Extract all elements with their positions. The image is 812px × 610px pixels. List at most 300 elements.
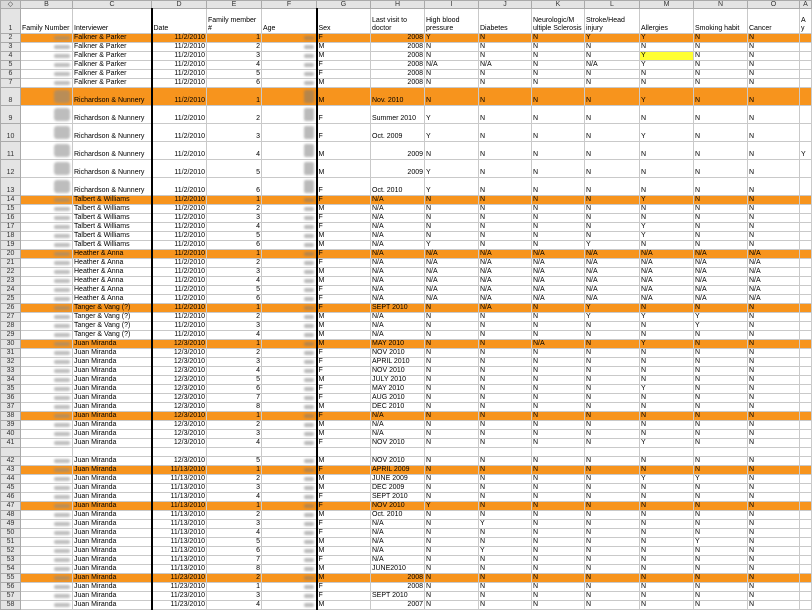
sex-cell[interactable]: F: [317, 295, 371, 304]
stroke-cell[interactable]: N: [585, 178, 640, 196]
stroke-cell[interactable]: N/A: [585, 61, 640, 70]
allergies-cell[interactable]: N: [640, 106, 694, 124]
row-number[interactable]: 42: [1, 457, 21, 466]
sex-cell[interactable]: F: [317, 358, 371, 367]
sex-cell[interactable]: [317, 448, 371, 457]
column-header-C[interactable]: C: [73, 1, 152, 9]
sex-cell[interactable]: F: [317, 466, 371, 475]
family-number-cell[interactable]: [21, 547, 73, 556]
extra-cell[interactable]: [800, 484, 812, 493]
extra-cell[interactable]: [800, 79, 812, 88]
smoking-cell[interactable]: N: [694, 592, 748, 601]
high-bp-cell[interactable]: N: [425, 493, 479, 502]
high-bp-cell[interactable]: Y: [425, 160, 479, 178]
sex-cell[interactable]: M: [317, 241, 371, 250]
date-cell[interactable]: 11/23/2010: [152, 592, 207, 601]
date-cell[interactable]: 11/2/2010: [152, 124, 207, 142]
extra-cell[interactable]: [800, 268, 812, 277]
column-header-G[interactable]: G: [317, 1, 371, 9]
high-bp-cell[interactable]: N: [425, 511, 479, 520]
family-member-cell[interactable]: 2: [207, 259, 262, 268]
neuro-cell[interactable]: N: [532, 592, 585, 601]
age-cell[interactable]: [262, 331, 317, 340]
row-number[interactable]: 13: [1, 178, 21, 196]
age-cell[interactable]: [262, 448, 317, 457]
row-number[interactable]: 41: [1, 439, 21, 448]
stroke-cell[interactable]: N: [585, 502, 640, 511]
interviewer-cell[interactable]: Richardson & Nunnery: [73, 88, 152, 106]
allergies-cell[interactable]: N: [640, 457, 694, 466]
family-member-cell[interactable]: 2: [207, 43, 262, 52]
smoking-cell[interactable]: N/A: [694, 259, 748, 268]
family-member-cell[interactable]: 5: [207, 376, 262, 385]
extra-cell[interactable]: [800, 70, 812, 79]
cancer-cell[interactable]: N: [748, 394, 800, 403]
allergies-cell[interactable]: N: [640, 70, 694, 79]
diabetes-cell[interactable]: N: [479, 484, 532, 493]
last-visit-cell[interactable]: N/A: [371, 223, 425, 232]
allergies-cell[interactable]: N: [640, 367, 694, 376]
stroke-cell[interactable]: N: [585, 511, 640, 520]
stroke-cell[interactable]: N: [585, 52, 640, 61]
neuro-cell[interactable]: N: [532, 484, 585, 493]
neuro-cell[interactable]: N: [532, 439, 585, 448]
smoking-cell[interactable]: N: [694, 304, 748, 313]
cancer-cell[interactable]: N: [748, 574, 800, 583]
date-cell[interactable]: 11/13/2010: [152, 520, 207, 529]
smoking-cell[interactable]: N: [694, 430, 748, 439]
last-visit-cell[interactable]: NOV 2010: [371, 367, 425, 376]
family-number-cell[interactable]: [21, 484, 73, 493]
row-number[interactable]: 43: [1, 466, 21, 475]
smoking-cell[interactable]: N: [694, 403, 748, 412]
family-number-cell[interactable]: [21, 349, 73, 358]
age-cell[interactable]: [262, 259, 317, 268]
row-number[interactable]: 57: [1, 592, 21, 601]
sex-cell[interactable]: F: [317, 250, 371, 259]
family-member-cell[interactable]: 3: [207, 52, 262, 61]
cancer-cell[interactable]: N: [748, 43, 800, 52]
column-header-D[interactable]: D: [152, 1, 207, 9]
allergies-cell[interactable]: N: [640, 592, 694, 601]
extra-cell[interactable]: [800, 448, 812, 457]
family-number-cell[interactable]: [21, 502, 73, 511]
row-number[interactable]: 44: [1, 475, 21, 484]
neuro-cell[interactable]: N: [532, 61, 585, 70]
high-bp-cell[interactable]: N: [425, 313, 479, 322]
family-number-cell[interactable]: [21, 358, 73, 367]
smoking-cell[interactable]: N: [694, 583, 748, 592]
interviewer-cell[interactable]: Richardson & Nunnery: [73, 160, 152, 178]
extra-cell[interactable]: [800, 421, 812, 430]
interviewer-cell[interactable]: Falkner & Parker: [73, 34, 152, 43]
cancer-cell[interactable]: N: [748, 232, 800, 241]
last-visit-cell[interactable]: JUNE 2009: [371, 475, 425, 484]
age-cell[interactable]: [262, 403, 317, 412]
diabetes-cell[interactable]: N: [479, 214, 532, 223]
high-bp-cell[interactable]: N/A: [425, 250, 479, 259]
family-member-cell[interactable]: 8: [207, 565, 262, 574]
age-cell[interactable]: [262, 358, 317, 367]
diabetes-cell[interactable]: N: [479, 430, 532, 439]
high-bp-cell[interactable]: N/A: [425, 259, 479, 268]
last-visit-cell[interactable]: [371, 448, 425, 457]
sex-cell[interactable]: M: [317, 457, 371, 466]
cancer-cell[interactable]: N: [748, 376, 800, 385]
neuro-cell[interactable]: N: [532, 241, 585, 250]
neuro-cell[interactable]: N: [532, 178, 585, 196]
high-bp-cell[interactable]: N: [425, 223, 479, 232]
diabetes-cell[interactable]: N: [479, 340, 532, 349]
row-number[interactable]: 25: [1, 295, 21, 304]
diabetes-cell[interactable]: N: [479, 376, 532, 385]
family-number-cell[interactable]: [21, 250, 73, 259]
stroke-cell[interactable]: N: [585, 205, 640, 214]
extra-cell[interactable]: [800, 304, 812, 313]
family-number-cell[interactable]: [21, 268, 73, 277]
neuro-cell[interactable]: N: [532, 160, 585, 178]
family-number-cell[interactable]: [21, 34, 73, 43]
age-cell[interactable]: [262, 547, 317, 556]
row-number[interactable]: 1: [1, 9, 21, 34]
date-cell[interactable]: 11/2/2010: [152, 331, 207, 340]
high-bp-cell[interactable]: Y: [425, 106, 479, 124]
allergies-cell[interactable]: N/A: [640, 277, 694, 286]
row-number[interactable]: 5: [1, 61, 21, 70]
date-cell[interactable]: 12/3/2010: [152, 385, 207, 394]
smoking-cell[interactable]: N: [694, 493, 748, 502]
row-number[interactable]: 33: [1, 367, 21, 376]
stroke-cell[interactable]: N: [585, 556, 640, 565]
date-cell[interactable]: 12/3/2010: [152, 340, 207, 349]
last-visit-cell[interactable]: 2008: [371, 583, 425, 592]
neuro-cell[interactable]: N: [532, 493, 585, 502]
interviewer-cell[interactable]: Richardson & Nunnery: [73, 142, 152, 160]
last-visit-cell[interactable]: Oct. 2009: [371, 124, 425, 142]
age-cell[interactable]: [262, 268, 317, 277]
smoking-cell[interactable]: N: [694, 232, 748, 241]
family-member-cell[interactable]: 2: [207, 574, 262, 583]
smoking-cell[interactable]: N/A: [694, 277, 748, 286]
date-cell[interactable]: 11/23/2010: [152, 574, 207, 583]
high-bp-cell[interactable]: N/A: [425, 286, 479, 295]
interviewer-cell[interactable]: Juan Miranda: [73, 421, 152, 430]
row-number[interactable]: 55: [1, 574, 21, 583]
date-cell[interactable]: 12/3/2010: [152, 439, 207, 448]
extra-cell[interactable]: [800, 475, 812, 484]
sex-cell[interactable]: F: [317, 214, 371, 223]
smoking-cell[interactable]: N: [694, 331, 748, 340]
high-bp-cell[interactable]: N: [425, 376, 479, 385]
extra-cell[interactable]: [800, 277, 812, 286]
family-number-cell[interactable]: [21, 421, 73, 430]
column-header-B[interactable]: B: [21, 1, 73, 9]
family-member-cell[interactable]: 4: [207, 277, 262, 286]
extra-cell[interactable]: [800, 583, 812, 592]
cancer-cell[interactable]: [748, 448, 800, 457]
cancer-cell[interactable]: N: [748, 601, 800, 610]
diabetes-cell[interactable]: N: [479, 43, 532, 52]
cancer-cell[interactable]: N: [748, 484, 800, 493]
last-visit-cell[interactable]: 2008: [371, 574, 425, 583]
header-date[interactable]: Date: [152, 9, 207, 34]
allergies-cell[interactable]: N: [640, 493, 694, 502]
stroke-cell[interactable]: N: [585, 421, 640, 430]
cancer-cell[interactable]: N: [748, 439, 800, 448]
cancer-cell[interactable]: N: [748, 529, 800, 538]
allergies-cell[interactable]: Y: [640, 196, 694, 205]
allergies-cell[interactable]: N: [640, 520, 694, 529]
diabetes-cell[interactable]: N: [479, 313, 532, 322]
allergies-cell[interactable]: N: [640, 142, 694, 160]
diabetes-cell[interactable]: N/A: [479, 61, 532, 70]
diabetes-cell[interactable]: N: [479, 412, 532, 421]
family-number-cell[interactable]: [21, 385, 73, 394]
family-number-cell[interactable]: [21, 475, 73, 484]
family-member-cell[interactable]: 1: [207, 304, 262, 313]
extra-cell[interactable]: [800, 43, 812, 52]
family-member-cell[interactable]: 6: [207, 241, 262, 250]
allergies-cell[interactable]: N: [640, 484, 694, 493]
family-number-cell[interactable]: [21, 52, 73, 61]
neuro-cell[interactable]: N: [532, 223, 585, 232]
interviewer-cell[interactable]: Talbert & Williams: [73, 223, 152, 232]
family-member-cell[interactable]: 4: [207, 142, 262, 160]
last-visit-cell[interactable]: 2007: [371, 601, 425, 610]
stroke-cell[interactable]: N: [585, 79, 640, 88]
allergies-cell[interactable]: Y: [640, 340, 694, 349]
family-member-cell[interactable]: 8: [207, 403, 262, 412]
stroke-cell[interactable]: N: [585, 376, 640, 385]
stroke-cell[interactable]: N: [585, 430, 640, 439]
age-cell[interactable]: [262, 340, 317, 349]
allergies-cell[interactable]: N: [640, 331, 694, 340]
date-cell[interactable]: 11/13/2010: [152, 565, 207, 574]
family-number-cell[interactable]: [21, 493, 73, 502]
high-bp-cell[interactable]: Y: [425, 178, 479, 196]
neuro-cell[interactable]: N/A: [532, 268, 585, 277]
allergies-cell[interactable]: N: [640, 178, 694, 196]
interviewer-cell[interactable]: Juan Miranda: [73, 349, 152, 358]
stroke-cell[interactable]: N/A: [585, 277, 640, 286]
column-header-A-partial[interactable]: A: [800, 1, 812, 9]
last-visit-cell[interactable]: DEC 2009: [371, 484, 425, 493]
family-number-cell[interactable]: [21, 160, 73, 178]
sex-cell[interactable]: M: [317, 205, 371, 214]
extra-cell[interactable]: [800, 223, 812, 232]
diabetes-cell[interactable]: N: [479, 358, 532, 367]
interviewer-cell[interactable]: Falkner & Parker: [73, 70, 152, 79]
stroke-cell[interactable]: N: [585, 520, 640, 529]
family-member-cell[interactable]: 5: [207, 70, 262, 79]
stroke-cell[interactable]: N: [585, 358, 640, 367]
last-visit-cell[interactable]: 2008: [371, 34, 425, 43]
family-member-cell[interactable]: 5: [207, 232, 262, 241]
interviewer-cell[interactable]: Tanger & Vang (?): [73, 313, 152, 322]
allergies-cell[interactable]: N: [640, 376, 694, 385]
diabetes-cell[interactable]: N: [479, 223, 532, 232]
family-number-cell[interactable]: [21, 394, 73, 403]
interviewer-cell[interactable]: [73, 448, 152, 457]
smoking-cell[interactable]: N: [694, 502, 748, 511]
diabetes-cell[interactable]: N: [479, 556, 532, 565]
cancer-cell[interactable]: N: [748, 520, 800, 529]
allergies-cell[interactable]: N: [640, 466, 694, 475]
header-allergies[interactable]: Allergies: [640, 9, 694, 34]
row-number[interactable]: 39: [1, 421, 21, 430]
family-number-cell[interactable]: [21, 142, 73, 160]
age-cell[interactable]: [262, 439, 317, 448]
age-cell[interactable]: [262, 250, 317, 259]
neuro-cell[interactable]: N/A: [532, 277, 585, 286]
interviewer-cell[interactable]: Juan Miranda: [73, 538, 152, 547]
smoking-cell[interactable]: N: [694, 88, 748, 106]
interviewer-cell[interactable]: Juan Miranda: [73, 412, 152, 421]
sex-cell[interactable]: M: [317, 547, 371, 556]
age-cell[interactable]: [262, 502, 317, 511]
age-cell[interactable]: [262, 286, 317, 295]
extra-cell[interactable]: [800, 34, 812, 43]
row-number[interactable]: 19: [1, 241, 21, 250]
row-number[interactable]: 6: [1, 70, 21, 79]
smoking-cell[interactable]: N: [694, 511, 748, 520]
smoking-cell[interactable]: Y: [694, 322, 748, 331]
date-cell[interactable]: 11/13/2010: [152, 466, 207, 475]
date-cell[interactable]: 11/2/2010: [152, 52, 207, 61]
age-cell[interactable]: [262, 142, 317, 160]
last-visit-cell[interactable]: N/A: [371, 556, 425, 565]
cancer-cell[interactable]: N: [748, 214, 800, 223]
family-number-cell[interactable]: [21, 277, 73, 286]
row-number[interactable]: 22: [1, 268, 21, 277]
neuro-cell[interactable]: N: [532, 583, 585, 592]
interviewer-cell[interactable]: Heather & Anna: [73, 259, 152, 268]
date-cell[interactable]: 12/3/2010: [152, 376, 207, 385]
date-cell[interactable]: 11/2/2010: [152, 268, 207, 277]
diabetes-cell[interactable]: N: [479, 79, 532, 88]
age-cell[interactable]: [262, 223, 317, 232]
neuro-cell[interactable]: N: [532, 79, 585, 88]
extra-cell[interactable]: [800, 601, 812, 610]
sex-cell[interactable]: M: [317, 340, 371, 349]
last-visit-cell[interactable]: N/A: [371, 331, 425, 340]
sex-cell[interactable]: F: [317, 385, 371, 394]
age-cell[interactable]: [262, 196, 317, 205]
last-visit-cell[interactable]: 2008: [371, 79, 425, 88]
neuro-cell[interactable]: N: [532, 529, 585, 538]
interviewer-cell[interactable]: Juan Miranda: [73, 511, 152, 520]
interviewer-cell[interactable]: Juan Miranda: [73, 376, 152, 385]
stroke-cell[interactable]: N: [585, 565, 640, 574]
smoking-cell[interactable]: N: [694, 439, 748, 448]
allergies-cell[interactable]: N/A: [640, 250, 694, 259]
family-member-cell[interactable]: 3: [207, 268, 262, 277]
cancer-cell[interactable]: N: [748, 493, 800, 502]
neuro-cell[interactable]: N: [532, 196, 585, 205]
smoking-cell[interactable]: N: [694, 178, 748, 196]
sex-cell[interactable]: F: [317, 286, 371, 295]
last-visit-cell[interactable]: N/A: [371, 529, 425, 538]
last-visit-cell[interactable]: N/A: [371, 241, 425, 250]
allergies-cell[interactable]: N: [640, 529, 694, 538]
header-smoking[interactable]: Smoking habit: [694, 9, 748, 34]
cancer-cell[interactable]: N: [748, 403, 800, 412]
family-number-cell[interactable]: [21, 439, 73, 448]
sex-cell[interactable]: M: [317, 475, 371, 484]
sex-cell[interactable]: M: [317, 232, 371, 241]
family-member-cell[interactable]: 6: [207, 178, 262, 196]
row-number[interactable]: 31: [1, 349, 21, 358]
high-bp-cell[interactable]: N: [425, 421, 479, 430]
diabetes-cell[interactable]: N/A: [479, 259, 532, 268]
cancer-cell[interactable]: N: [748, 358, 800, 367]
neuro-cell[interactable]: N: [532, 466, 585, 475]
age-cell[interactable]: [262, 376, 317, 385]
sex-cell[interactable]: M: [317, 43, 371, 52]
diabetes-cell[interactable]: N: [479, 322, 532, 331]
high-bp-cell[interactable]: N/A: [425, 295, 479, 304]
extra-cell[interactable]: [800, 313, 812, 322]
cancer-cell[interactable]: N: [748, 304, 800, 313]
neuro-cell[interactable]: N: [532, 214, 585, 223]
cancer-cell[interactable]: N: [748, 556, 800, 565]
diabetes-cell[interactable]: N: [479, 367, 532, 376]
age-cell[interactable]: [262, 205, 317, 214]
neuro-cell[interactable]: N: [532, 565, 585, 574]
age-cell[interactable]: [262, 43, 317, 52]
neuro-cell[interactable]: N: [532, 331, 585, 340]
diabetes-cell[interactable]: N: [479, 601, 532, 610]
sex-cell[interactable]: F: [317, 493, 371, 502]
age-cell[interactable]: [262, 592, 317, 601]
family-member-cell[interactable]: 6: [207, 295, 262, 304]
date-cell[interactable]: 11/13/2010: [152, 502, 207, 511]
extra-cell[interactable]: [800, 295, 812, 304]
last-visit-cell[interactable]: NOV 2010: [371, 502, 425, 511]
diabetes-cell[interactable]: N: [479, 565, 532, 574]
age-cell[interactable]: [262, 61, 317, 70]
interviewer-cell[interactable]: Juan Miranda: [73, 484, 152, 493]
high-bp-cell[interactable]: N: [425, 520, 479, 529]
extra-cell[interactable]: Y: [800, 142, 812, 160]
sex-cell[interactable]: F: [317, 349, 371, 358]
last-visit-cell[interactable]: N/A: [371, 538, 425, 547]
sex-cell[interactable]: F: [317, 367, 371, 376]
last-visit-cell[interactable]: JUNE2010: [371, 565, 425, 574]
cancer-cell[interactable]: N: [748, 52, 800, 61]
family-number-cell[interactable]: [21, 124, 73, 142]
sex-cell[interactable]: M: [317, 376, 371, 385]
age-cell[interactable]: [262, 34, 317, 43]
neuro-cell[interactable]: N: [532, 322, 585, 331]
neuro-cell[interactable]: N: [532, 358, 585, 367]
smoking-cell[interactable]: N: [694, 52, 748, 61]
stroke-cell[interactable]: N: [585, 160, 640, 178]
family-number-cell[interactable]: [21, 520, 73, 529]
cancer-cell[interactable]: N: [748, 313, 800, 322]
stroke-cell[interactable]: N/A: [585, 268, 640, 277]
high-bp-cell[interactable]: N: [425, 538, 479, 547]
interviewer-cell[interactable]: Juan Miranda: [73, 556, 152, 565]
date-cell[interactable]: 11/2/2010: [152, 241, 207, 250]
date-cell[interactable]: 11/2/2010: [152, 178, 207, 196]
allergies-cell[interactable]: Y: [640, 223, 694, 232]
interviewer-cell[interactable]: Heather & Anna: [73, 277, 152, 286]
age-cell[interactable]: [262, 277, 317, 286]
allergies-cell[interactable]: Y: [640, 475, 694, 484]
family-number-cell[interactable]: [21, 340, 73, 349]
high-bp-cell[interactable]: N: [425, 430, 479, 439]
